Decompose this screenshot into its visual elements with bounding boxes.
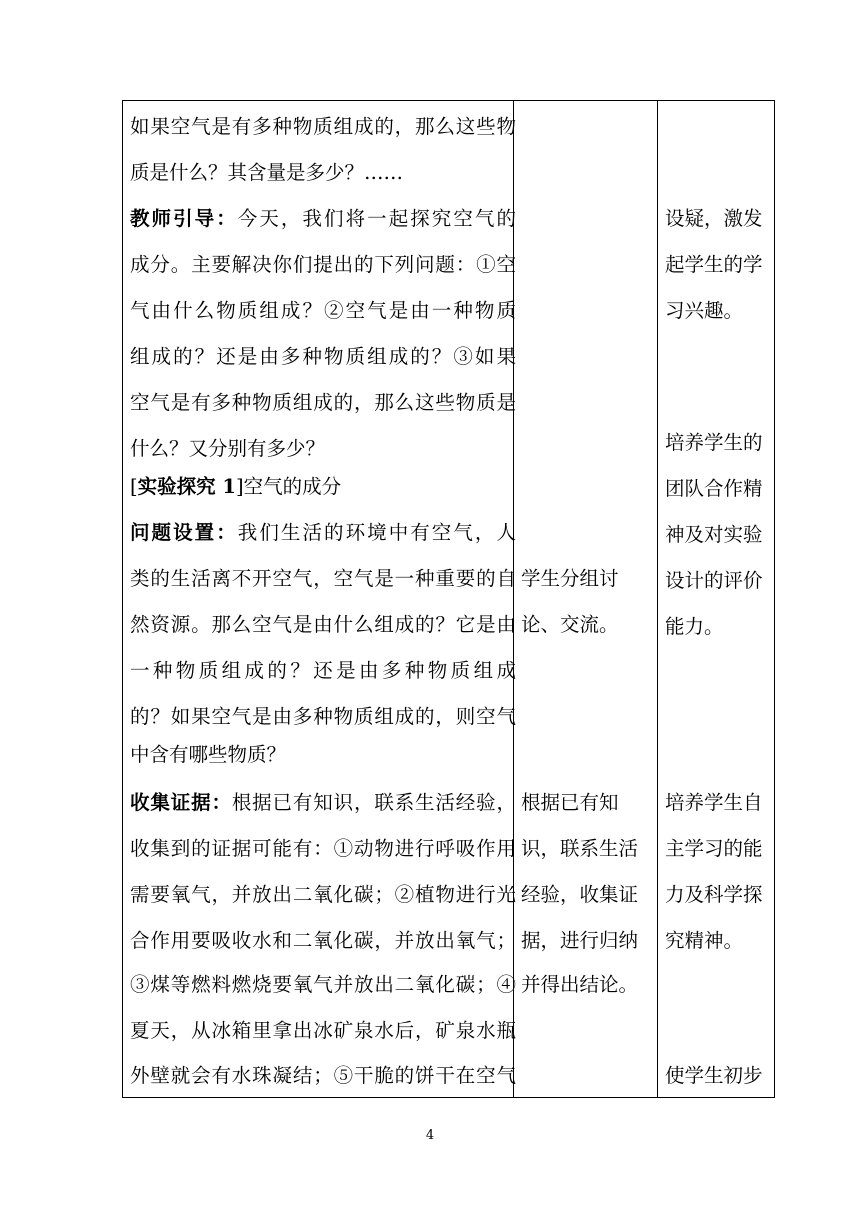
content-line: 外壁就会有水珠凝结；⑤干脆的饼干在空气 — [130, 1064, 516, 1087]
intent-line: 力及科学探 — [665, 883, 763, 906]
design-intent-column — [665, 101, 773, 1097]
content-line: 然资源。那么空气是由什么组成的？它是由 — [130, 613, 516, 636]
content-line: 类的生活离不开空气，空气是一种重要的自 — [130, 567, 516, 590]
content-line: 需要氧气，并放出二氧化碳；②植物进行光 — [130, 883, 516, 906]
content-line: 中含有哪些物质？ — [130, 743, 287, 766]
content-line: 问题设置：我们生活的环境中有空气，人 — [130, 521, 516, 544]
intent-line: 主学习的能 — [665, 837, 763, 860]
activity-line: 据，进行归纳 — [521, 929, 639, 952]
activity-line: 论、交流。 — [521, 613, 619, 636]
student-activity-column — [521, 101, 655, 1097]
content-line: 组成的？还是由多种物质组成的？③如果 — [130, 345, 516, 368]
content-line: 收集证据：根据已有知识，联系生活经验， — [130, 791, 516, 814]
column-divider — [657, 101, 658, 1097]
content-line: 质是什么？其含量是多少？…… — [130, 161, 404, 184]
intent-line: 起学生的学 — [665, 253, 763, 276]
content-line: [实验探究 1]空气的成分 — [130, 475, 342, 498]
page-number: 4 — [425, 1128, 435, 1143]
label-question: 问题设置： — [130, 521, 238, 544]
content-line: 夏天，从冰箱里拿出冰矿泉水后，矿泉水瓶 — [130, 1019, 516, 1042]
content-column — [130, 101, 516, 1097]
content-line: 教师引导：今天，我们将一起探究空气的 — [130, 207, 516, 230]
content-line: 什么？又分别有多少？ — [130, 437, 326, 460]
content-line: 成分。主要解决你们提出的下列问题：①空 — [130, 253, 516, 276]
content-line: 如果空气是有多种物质组成的，那么这些物 — [130, 115, 516, 138]
intent-line: 设疑，激发 — [665, 207, 763, 230]
content-line: 合作用要吸收水和二氧化碳，并放出氧气； — [130, 929, 516, 952]
label-teacher-guide: 教师引导： — [130, 207, 238, 230]
intent-line: 团队合作精 — [665, 477, 763, 500]
intent-line: 培养学生自 — [665, 791, 763, 814]
intent-line: 设计的评价 — [665, 569, 763, 592]
activity-line: 并得出结论。 — [521, 973, 639, 996]
intent-line: 习兴趣。 — [665, 299, 744, 322]
intent-line: 究精神。 — [665, 929, 744, 952]
content-line: 收集到的证据可能有：①动物进行呼吸作用 — [130, 837, 516, 860]
content-line: 空气是有多种物质组成的，那么这些物质是 — [130, 391, 516, 414]
label-evidence: 收集证据： — [130, 791, 232, 814]
activity-line: 识，联系生活 — [521, 837, 639, 860]
activity-line: 学生分组讨 — [521, 567, 619, 590]
content-line: 气由什么物质组成？②空气是由一种物质 — [130, 299, 516, 322]
intent-line: 使学生初步 — [665, 1064, 763, 1087]
lesson-table — [122, 100, 775, 1098]
intent-line: 能力。 — [665, 615, 724, 638]
content-line: 一种物质组成的？还是由多种物质组成 — [130, 659, 516, 682]
content-line: 的？如果空气是由多种物质组成的，则空气 — [130, 705, 516, 728]
intent-line: 培养学生的 — [665, 431, 763, 454]
label-experiment: 实验探究 1 — [137, 475, 236, 498]
activity-line: 经验，收集证 — [521, 883, 639, 906]
content-line: ③煤等燃料燃烧要氧气并放出二氧化碳；④ — [130, 973, 516, 996]
activity-line: 根据已有知 — [521, 791, 619, 814]
intent-line: 神及对实验 — [665, 523, 763, 546]
